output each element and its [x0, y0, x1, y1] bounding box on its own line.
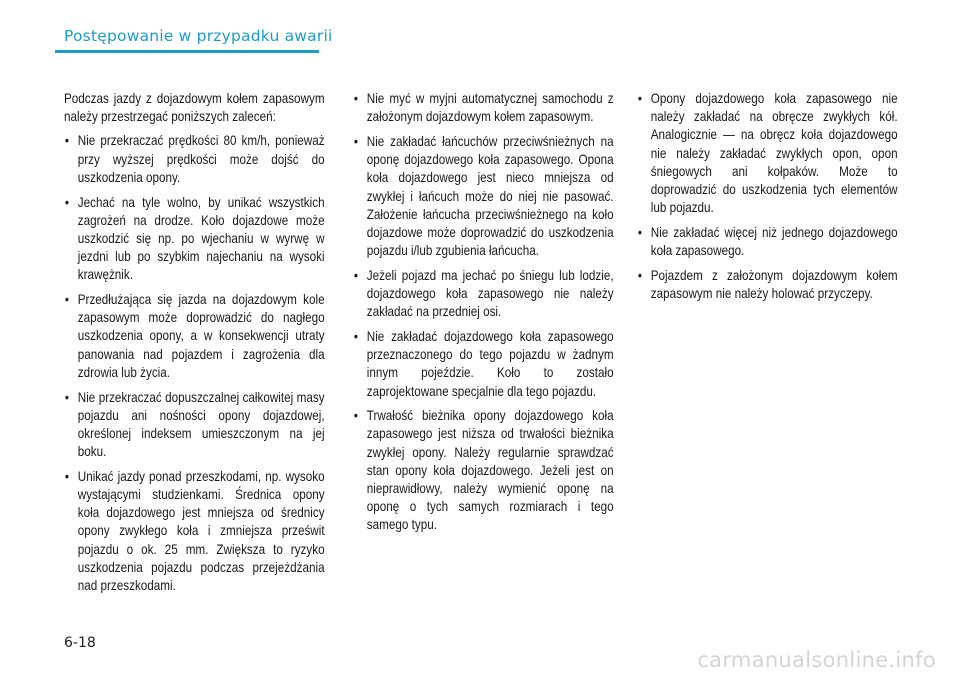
- list-item: • Nie przekraczać prędkości 80 km/h, ponieważ przy wyższej prędkości może dojść do uszkodzenia opony.: [64, 132, 325, 187]
- bullet-list-1: [64, 132, 325, 595]
- text-column-2: [353, 90, 614, 541]
- bullet-list-3: [637, 90, 898, 303]
- watermark: carmanualsonline.info: [697, 648, 936, 672]
- list-item: • Nie zakładać więcej niż jednego dojazdowego koła zapasowego.: [637, 224, 898, 260]
- list-item: • Nie zakładać dojazdowego koła zapasowego przeznaczonego do tego pojazdu w żadnym innym pojeździe. Koło to zostało zaprojektowane specjalnie dla tego pojazdu.: [353, 328, 614, 401]
- text-column-1: [64, 90, 325, 602]
- list-item: • Nie przekraczać dopuszczalnej całkowitej masy pojazdu ani nośności opony dojazdowej, określonej indeksem umieszczonym na jej boku.: [64, 389, 325, 462]
- list-item: • Jechać na tyle wolno, by unikać wszystkich zagrożeń na drodze. Koło dojazdowe może uszkodzić się np. po wjechaniu w wyrwę w jezdni lub po szybkim najechaniu na wysoki krawężnik.: [64, 194, 325, 285]
- list-item: • Jeżeli pojazd ma jechać po śniegu lub lodzie, dojazdowego koła zapasowego nie należy zakładać na przedniej osi.: [353, 267, 614, 322]
- list-item: • Nie zakładać łańcuchów przeciwśnieżnych na oponę dojazdowego koła zapasowego. Opona koła dojazdowego jest nieco mniejsza od zwykłej i łańcuch może do niej nie pasować. Założenie łańcucha przeciwśnieżnego na koło dojazdowe może doprowadzić do uszkodzenia pojazdu i/lub zgubienia łańcucha.: [353, 133, 614, 260]
- bullet-list-2: [353, 90, 614, 535]
- page-number: 6-18: [64, 635, 96, 651]
- section-title-underline: [55, 50, 319, 53]
- list-item: • Opony dojazdowego koła zapasowego nie należy zakładać na obręcze zwykłych kół. Analogicznie — na obręcz koła dojazdowego nie należy zakładać zwykłych opon, opon śniegowych ani kołpaków. Może to doprowadzić do uszkodzenia tych elementów lub pojazdu.: [637, 90, 898, 217]
- intro-paragraph: Podczas jazdy z dojazdowym kołem zapasowym należy przestrzegać poniższych zaleceń:: [64, 91, 325, 125]
- list-item: • Nie myć w myjni automatycznej samochodu z założonym dojazdowym kołem zapasowym.: [353, 90, 614, 126]
- list-item: • Pojazdem z założonym dojazdowym kołem zapasowym nie należy holować przyczepy.: [637, 267, 898, 303]
- text-column-3: [637, 90, 898, 310]
- list-item: • Trwałość bieżnika opony dojazdowego koła zapasowego jest niższa od trwałości bieżnika zwykłej opony. Należy regularnie sprawdzać stan opony koła dojazdowego. Jeżeli jest on nieprawidłowy, należy wymienić oponę na oponę o tych samych rozmiarach i tego samego typu.: [353, 407, 614, 534]
- list-item: • Przedłużająca się jazda na dojazdowym kole zapasowym może doprowadzić do nagłego uszkodzenia opony, a w konsekwencji utraty panowania nad pojazdem i zagrożenia dla zdrowia lub życia.: [64, 291, 325, 382]
- list-item: • Unikać jazdy ponad przeszkodami, np. wysoko wystającymi studzienkami. Średnica opony koła dojazdowego jest mniejsza od średnicy opony zwykłego koła i zmniejsza prześwit pojazdu o ok. 25 mm. Zwiększa to ryzyko uszkodzenia pojazdu podczas przejeżdżania nad przeszkodami.: [64, 468, 325, 595]
- section-title: Postępowanie w przypadku awarii: [64, 27, 333, 45]
